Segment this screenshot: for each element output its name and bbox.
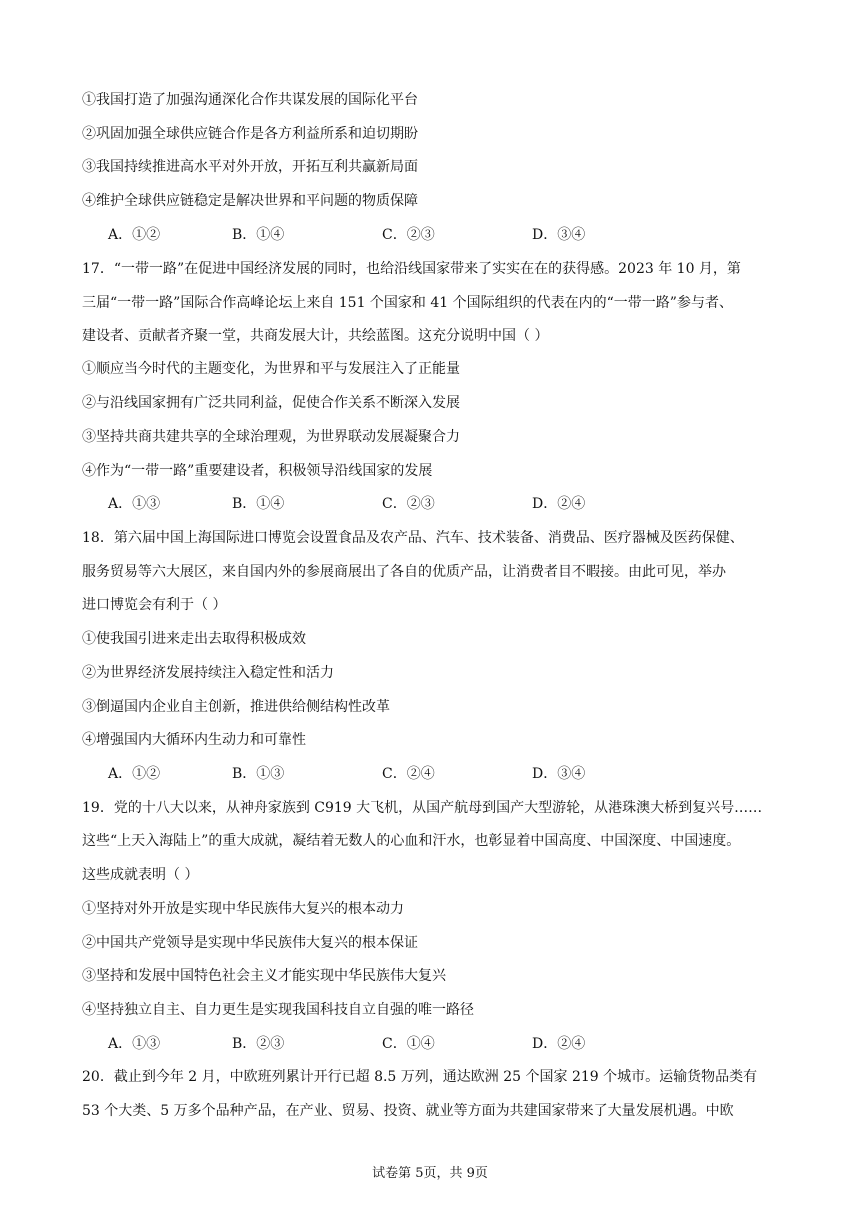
- q17-option-c: C．②③: [382, 496, 435, 512]
- q16-option-c: C．②③: [382, 227, 435, 243]
- q17-option-a: A．①③: [108, 496, 161, 512]
- q18-option-a: A．①②: [108, 766, 161, 782]
- q17-option-d: D．②④: [532, 496, 586, 512]
- q19-option-a: A．①③: [108, 1036, 161, 1052]
- q18-stem-line-2: 服务贸易等六大展区，来自国内外的参展商展出了各自的优质产品，让消费者目不暇接。由此可见，举办: [82, 564, 726, 580]
- q19-statement-4: ④坚持独立自主、自力更生是实现我国科技自立自强的唯一路径: [82, 1002, 474, 1018]
- q16-option-b: B．①④: [232, 227, 285, 243]
- q17-statement-4: ④作为“一带一路”重要建设者，积极领导沿线国家的发展: [82, 463, 433, 479]
- q18-stem-line-1: 18．第六届中国上海国际进口博览会设置食品及农产品、汽车、技术装备、消费品、医疗器械及医药保健、: [82, 530, 744, 546]
- q19-stem-line-3: 这些成就表明（ ）: [82, 867, 199, 883]
- q18-statement-1: ①使我国引进来走出去取得积极成效: [82, 631, 306, 647]
- q17-statement-2: ②与沿线国家拥有广泛共同利益，促使合作关系不断深入发展: [82, 395, 460, 411]
- q18-option-c: C．②④: [382, 766, 435, 782]
- q19-stem-line-1: 19．党的十八大以来，从神舟家族到 C919 大飞机，从国产航母到国产大型游轮，从港珠澳大桥到复兴号……: [82, 800, 763, 816]
- q16-option-a: A．①②: [108, 227, 161, 243]
- q17-statement-3: ③坚持共商共建共享的全球治理观，为世界联动发展凝聚合力: [82, 429, 460, 445]
- q19-statement-1: ①坚持对外开放是实现中华民族伟大复兴的根本动力: [82, 901, 404, 917]
- q18-option-b: B．①③: [232, 766, 285, 782]
- q19-option-b: B．②③: [232, 1036, 285, 1052]
- q17-statement-1: ①顺应当今时代的主题变化，为世界和平与发展注入了正能量: [82, 361, 460, 377]
- q18-statement-3: ③倒逼国内企业自主创新，推进供给侧结构性改革: [82, 699, 390, 715]
- q17-stem-line-1: 17．“一带一路”在促进中国经济发展的同时，也给沿线国家带来了实实在在的获得感。2023 年 10 月，第: [82, 261, 741, 277]
- q19-statement-3: ③坚持和发展中国特色社会主义才能实现中华民族伟大复兴: [82, 968, 446, 984]
- q16-option-d: D．③④: [532, 227, 586, 243]
- page-footer: 试卷第 5页，共 9页: [372, 1166, 488, 1181]
- q16-statement-3: ③我国持续推进高水平对外开放，开拓互利共赢新局面: [82, 159, 418, 175]
- q16-statement-2: ②巩固加强全球供应链合作是各方利益所系和迫切期盼: [82, 126, 418, 142]
- q16-statement-1: ①我国打造了加强沟通深化合作共谋发展的国际化平台: [82, 92, 418, 108]
- q18-statement-4: ④增强国内大循环内生动力和可靠性: [82, 732, 306, 748]
- q17-stem-line-2: 三届“一带一路”国际合作高峰论坛上来自 151 个国家和 41 个国际组织的代表在内的“一带一路”参与者、: [82, 295, 733, 311]
- q20-stem-line-2: 53 个大类、5 万多个品种产品，在产业、贸易、投资、就业等方面为共建国家带来了大量发展机遇。中欧: [82, 1103, 734, 1119]
- q17-option-b: B．①④: [232, 496, 285, 512]
- q18-stem-line-3: 进口博览会有利于（ ）: [82, 597, 227, 613]
- q19-option-c: C．①④: [382, 1036, 435, 1052]
- q19-stem-line-2: 这些“上天入海陆上”的重大成就，凝结着无数人的心血和汗水，也彰显着中国高度、中国深度、中国速度。: [82, 833, 741, 849]
- q20-stem-line-1: 20．截止到今年 2 月，中欧班列累计开行已超 8.5 万列，通达欧洲 25 个国家 219 个城市。运输货物品类有: [82, 1069, 758, 1085]
- q18-option-d: D．③④: [532, 766, 586, 782]
- q19-statement-2: ②中国共产党领导是实现中华民族伟大复兴的根本保证: [82, 935, 418, 951]
- q19-option-d: D．②④: [532, 1036, 586, 1052]
- q18-statement-2: ②为世界经济发展持续注入稳定性和活力: [82, 665, 334, 681]
- q17-stem-line-3: 建设者、贡献者齐聚一堂，共商发展大计，共绘蓝图。这充分说明中国（ ）: [82, 328, 549, 344]
- q16-statement-4: ④维护全球供应链稳定是解决世界和平问题的物质保障: [82, 193, 418, 209]
